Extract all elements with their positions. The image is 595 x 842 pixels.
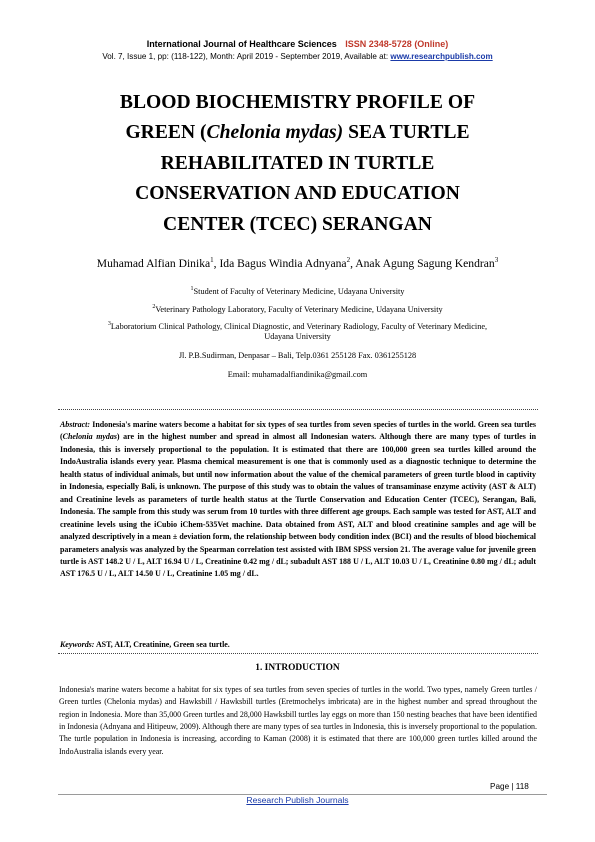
abstract-text-1: Indonesia's marine waters become a habitat for six types of sea turtles from seven species of turtles in the world. Green sea turtles ( (60, 420, 536, 442)
author-list (0, 256, 595, 270)
title-line-3: REHABILITATED IN TURTLE (160, 152, 435, 174)
author-3-sup: 3 (494, 256, 499, 264)
keywords-label: Keywords: (60, 640, 95, 649)
abstract-top-divider (58, 409, 538, 410)
title-line-4: CONSERVATION AND EDUCATION (135, 183, 460, 205)
affiliation-2 (52, 301, 543, 316)
journal-issn: ISSN 2348-5728 (Online) (345, 39, 449, 49)
abstract-species-name: Chelonia mydas (62, 432, 117, 442)
affiliation-2-sup: 2 (152, 304, 156, 310)
keywords (60, 640, 536, 649)
title-line-2-post: SEA TURTLE (343, 122, 470, 144)
postal-address: Jl. P.B.Sudirman, Denpasar – Bali, Telp.0361 255128 Fax. 0361255128 (178, 351, 417, 360)
affiliation-1-sup: 1 (190, 286, 194, 292)
abstract (60, 419, 536, 581)
author-1: Muhamad Alfian Dinika (96, 256, 211, 270)
title-line-1: BLOOD BIOCHEMISTRY PROFILE OF (119, 92, 476, 113)
author-2-sup: 2 (346, 256, 351, 264)
abstract-label: Abstract: (60, 420, 90, 429)
journal-website-link[interactable]: www.researchpublish.com (390, 52, 493, 61)
affiliation-1 (52, 283, 543, 298)
volume-line (0, 52, 595, 61)
author-1-sup: 1 (210, 256, 214, 264)
footer (0, 795, 595, 805)
publisher-link[interactable]: Research Publish Journals (246, 795, 349, 805)
author-2: , Ida Bagus Windia Adnyana (213, 256, 347, 270)
title-line-5: CENTER (TCEC) SERANGAN (163, 213, 432, 235)
page-number: Page | 118 (490, 782, 529, 791)
journal-header (0, 39, 595, 49)
affiliation-3-continued: Udayana University (264, 332, 331, 341)
author-3: , Anak Agung Sagung Kendran (350, 256, 495, 270)
title-line-2-pre: GREEN ( (125, 122, 207, 144)
section-heading-introduction: 1. INTRODUCTION (255, 663, 340, 673)
journal-name: International Journal of Healthcare Sciences (146, 39, 337, 49)
title-line-2 (40, 118, 555, 148)
abstract-bottom-divider (58, 653, 538, 654)
affiliation-2-text: Veterinary Pathology Laboratory, Faculty of Veterinary Medicine, Udayana University (155, 304, 443, 314)
introduction-paragraph: Indonesia's marine waters become a habitat for six types of sea turtles from seven species of turtles in the world. Two types, namely Green turtles / Green turtles (Chelonia mydas) and Hawksbill / Hawksbill turtles (Eretmochelys imbricata) are in the highest number and spread throughout the region in Indonesia. More than 35,000 Green turtles and 28,000 Hawksbill turtles lay eggs on more than 150 nesting beaches that have been identified in Indonesia (Adnyana and Hitipeuw, 2009). Although there are many types of sea turtles in Indonesia, this is inversely proportional to the population. The turtle population in Indonesia is increasing, according to Kaman (2008) it is estimated that there are 100,000 green turtles killed around the IndoAustralia islands every year. (59, 685, 537, 756)
affiliation-3-sup: 3 (107, 321, 111, 327)
volume-text: Vol. 7, Issue 1, pp: (118-122), Month: April 2019 - September 2019, Available at: (102, 52, 389, 61)
affiliation-3-text: Laboratorium Clinical Pathology, Clinical Diagnostic, and Veterinary Radiology, Faculty of Veterinary Medicine, (110, 321, 488, 331)
contact-email: Email: muhamadalfiandinika@gmail.com (227, 370, 368, 379)
keywords-text: AST, ALT, Creatinine, Green sea turtle. (94, 640, 230, 649)
paper-title (40, 88, 555, 240)
abstract-text-2: ) are in the highest number and spread in almost all Indonesian waters. Although there are many types of turtles in Indonesia, this is inversely proportional to the population. It is estimated that there are 100,000 green sea turtles killed around the IndoAustralia islands every year. Plasma chemical measurement is one that is commonly used as a diagnostic technique to determine the health status of individual animals, but until now information about the value of the chemical parameters of green turtle blood in captivity in Indonesia, especially Bali, is unknown. The purpose of this study was to obtain the values of transaminase enzyme activity (AST & ALT) and Creatinine levels as parameters of turtle health status at the Turtle Conservation and Education Center (TCEC), Serangan, Bali, Indonesia. The sample from this study was serum from 10 turtles with three different age groups. Each sample was tested for AST, ALT and creatinine levels using the iCubio iChem-535Vet machine. Data obtained from AST, ALT and blood creatinine samples and age will be analyzed descriptively in a mean ± deviation form, the relationship between body condition index (BCI) and the results of blood biochemical parameters analysis was analyzed by the Spearman correlation test assisted with IBM SPSS version 21. The average value for juvenile green turtle is AST 148.2 U / L, ALT 16.94 U / L, Creatinine 0.42 mg / dL; subadult AST 188 U / L, ALT 10.03 U / L, Creatinine 0.80 mg / dL; adult AST 176.5 U / L, ALT 14.50 U / L, Creatinine 1.05 mg / dL. (60, 432, 537, 579)
affiliation-1-text: Student of Faculty of Veterinary Medicine, Udayana University (193, 286, 405, 296)
title-species-name: Chelonia mydas) (206, 122, 344, 144)
